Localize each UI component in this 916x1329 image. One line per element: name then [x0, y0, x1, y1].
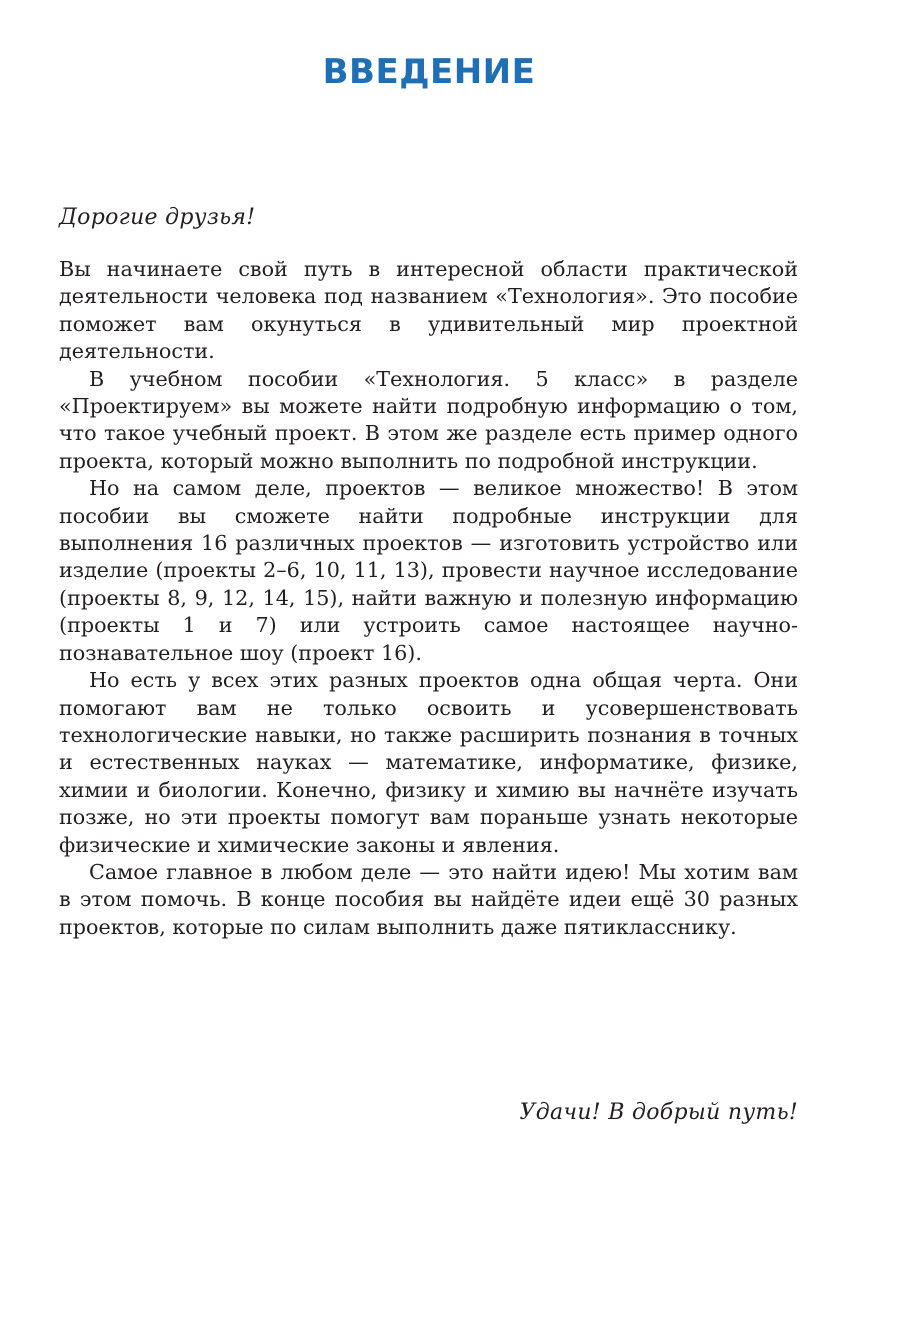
paragraph-common-trait: Но есть у всех этих разных проектов одна общая черта. Они помогают вам не только освоить и усовершенствовать технологические навыки, но также расширить познания в точных и естественных науках — математике, информатике, физике, химии и биологии. Конечно, физику и химию вы начнёте изучать позже, но эти проекты помогут вам пораньше узнать некоторые физические и химические законы и явления. — [59, 668, 798, 857]
farewell: Удачи! В добрый путь! — [519, 1100, 798, 1125]
paragraph-projects: Но на самом деле, проектов — великое множество! В этом пособии вы сможете найти подробные инструкции для выполнения 16 различных проектов — изготовить устройство или изделие (проекты 2–6, 10, 11, 13), провести научное исследование (проекты 8, 9, 12, 14, 15), найти важную и полезную информацию (проекты 1 и 7) или устроить самое настоящее научно-познавательное шоу (проект 16). — [59, 476, 798, 665]
paragraph-textbook: В учебном пособии «Технология. 5 класс» в разделе «Проектируем» вы можете найти подробную информацию о том, что такое учебный проект. В этом же разделе есть пример одного проекта, который можно выполнить по подробной инструкции. — [59, 366, 798, 473]
page-title: ВВЕДЕНИЕ — [322, 52, 536, 92]
body-text — [59, 256, 798, 941]
greeting: Дорогие друзья! — [59, 205, 256, 230]
paragraph-intro: Вы начинаете свой путь в интересной области практической деятельности человека под названием «Технология». Это пособие поможет вам окунуться в удивительный мир проектной деятельности. — [59, 257, 798, 364]
paragraph-ideas: Самое главное в любом деле — это найти идею! Мы хотим вам в этом помочь. В конце пособия вы найдёте идеи ещё 30 разных проектов, которые по силам выполнить даже пятикласснику. — [59, 859, 798, 939]
